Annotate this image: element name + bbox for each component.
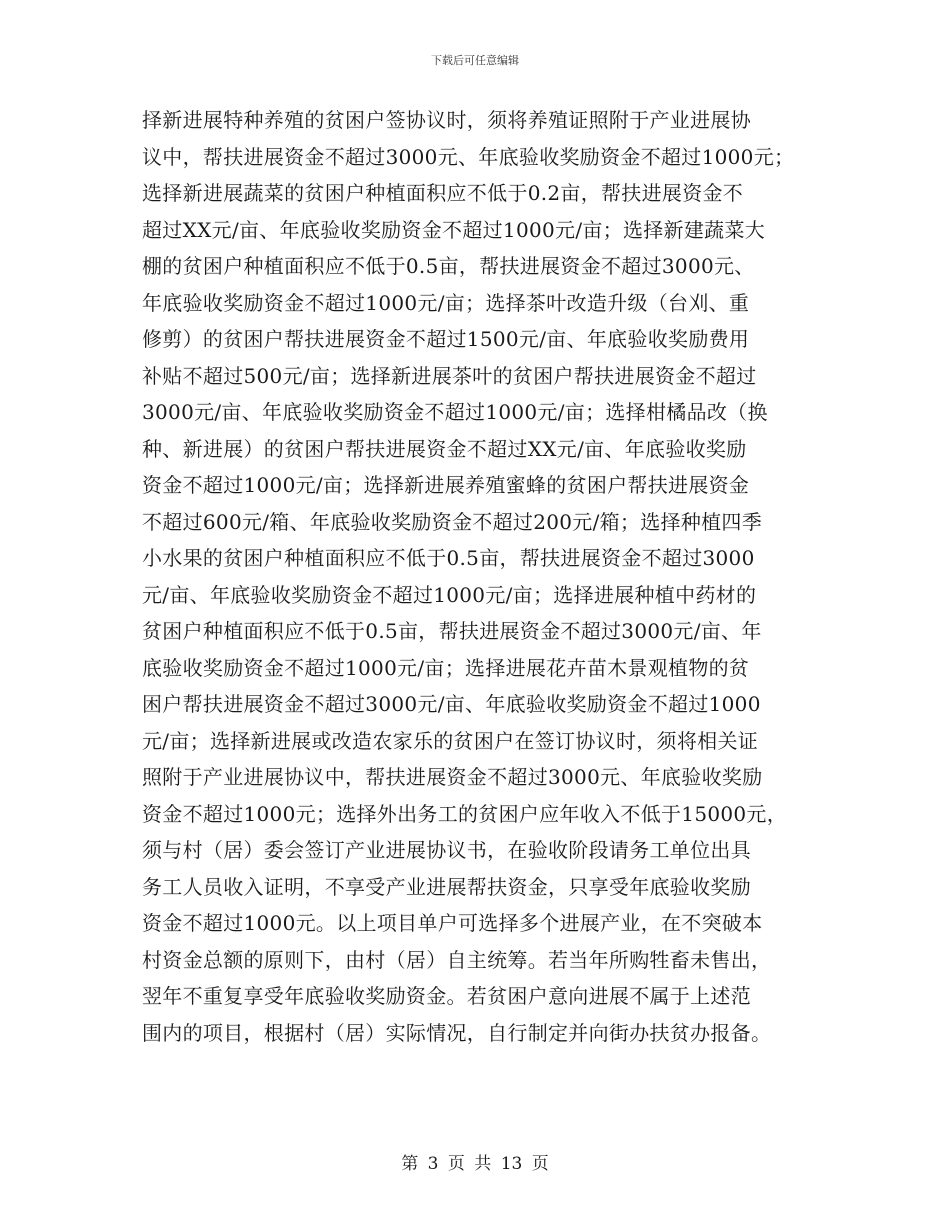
body-text (142, 102, 817, 1051)
text-line: 补贴不超过500元/亩；选择新进展茶叶的贫困户帮扶进展资金不超过 (142, 363, 757, 388)
text-line: 须与村（居）委会签订产业进展协议书，在验收阶段请务工单位出具 (142, 838, 751, 862)
text-line: 资金不超过1000元/亩；选择新进展养殖蜜蜂的贫困户帮扶进展资金 (142, 473, 750, 497)
text-line: 底验收奖励资金不超过1000元/亩；选择进展花卉苗木景观植物的贫 (142, 655, 750, 680)
text-line: 不超过600元/箱、年底验收奖励资金不超过200元/箱；选择种植四季 (142, 509, 763, 534)
page-header: 下载后可任意编辑 (431, 54, 519, 67)
text-line: 贫困户种植面积应不低于0.5亩，帮扶进展资金不超过3000元/亩、年 (142, 619, 762, 643)
text-line: 3000元/亩、年底验收奖励资金不超过1000元/亩；选择柑橘品改（换 (142, 400, 768, 424)
text-line: 选择新进展蔬菜的贫困户种植面积应不低于0.2亩，帮扶进展资金不 (142, 181, 744, 205)
text-line: 困户帮扶进展资金不超过3000元/亩、年底验收奖励资金不超过1000 (142, 692, 761, 716)
page-number: 第 3 页 共 13 页 (401, 1154, 549, 1174)
text-line: 棚的贫困户种植面积应不低于0.5亩，帮扶进展资金不超过3000元、 (142, 254, 755, 278)
text-line: 年底验收奖励资金不超过1000元/亩；选择茶叶改造升级（台刈、重 (142, 290, 750, 315)
text-line: 超过XX元/亩、年底验收奖励资金不超过1000元/亩；选择新建蔬菜大 (142, 217, 766, 242)
text-line: 照附于产业进展协议中，帮扶进展资金不超过3000元、年底验收奖励 (142, 765, 763, 789)
text-line: 择新进展特种养殖的贫困户签协议时，须将养殖证照附于产业进展协 (142, 108, 751, 132)
text-line: 围内的项目，根据村（居）实际情况，自行制定并向街办扶贫办报备。 (142, 1020, 772, 1045)
text-line: 小水果的贫困户种植面积应不低于0.5亩，帮扶进展资金不超过3000 (142, 546, 755, 570)
text-line: 资金不超过1000元；选择外出务工的贫困户应年收入不低于15000元， (142, 801, 788, 826)
text-line: 村资金总额的原则下，由村（居）自主统筹。若当年所购牲畜未售出， (142, 947, 772, 972)
text-line: 修剪）的贫困户帮扶进展资金不超过1500元/亩、年底验收奖励费用 (142, 327, 750, 351)
text-line: 议中，帮扶进展资金不超过3000元、年底验收奖励资金不超过1000元； (142, 144, 795, 169)
text-line: 元/亩；选择新进展或改造农家乐的贫困户在签订协议时，须将相关证 (142, 728, 759, 753)
text-line: 资金不超过1000元。以上项目单户可选择多个进展产业，在不突破本 (142, 911, 763, 935)
text-line: 元/亩、年底验收奖励资金不超过1000元/亩；选择进展种植中药材的 (142, 582, 757, 607)
text-line: 务工人员收入证明，不享受产业进展帮扶资金，只享受年底验收奖励 (142, 874, 751, 899)
text-line: 种、新进展）的贫困户帮扶进展资金不超过XX元/亩、年底验收奖励 (142, 436, 747, 461)
text-line: 翌年不重复享受年底验收奖励资金。若贫困户意向进展不属于上述范 (142, 984, 751, 1008)
